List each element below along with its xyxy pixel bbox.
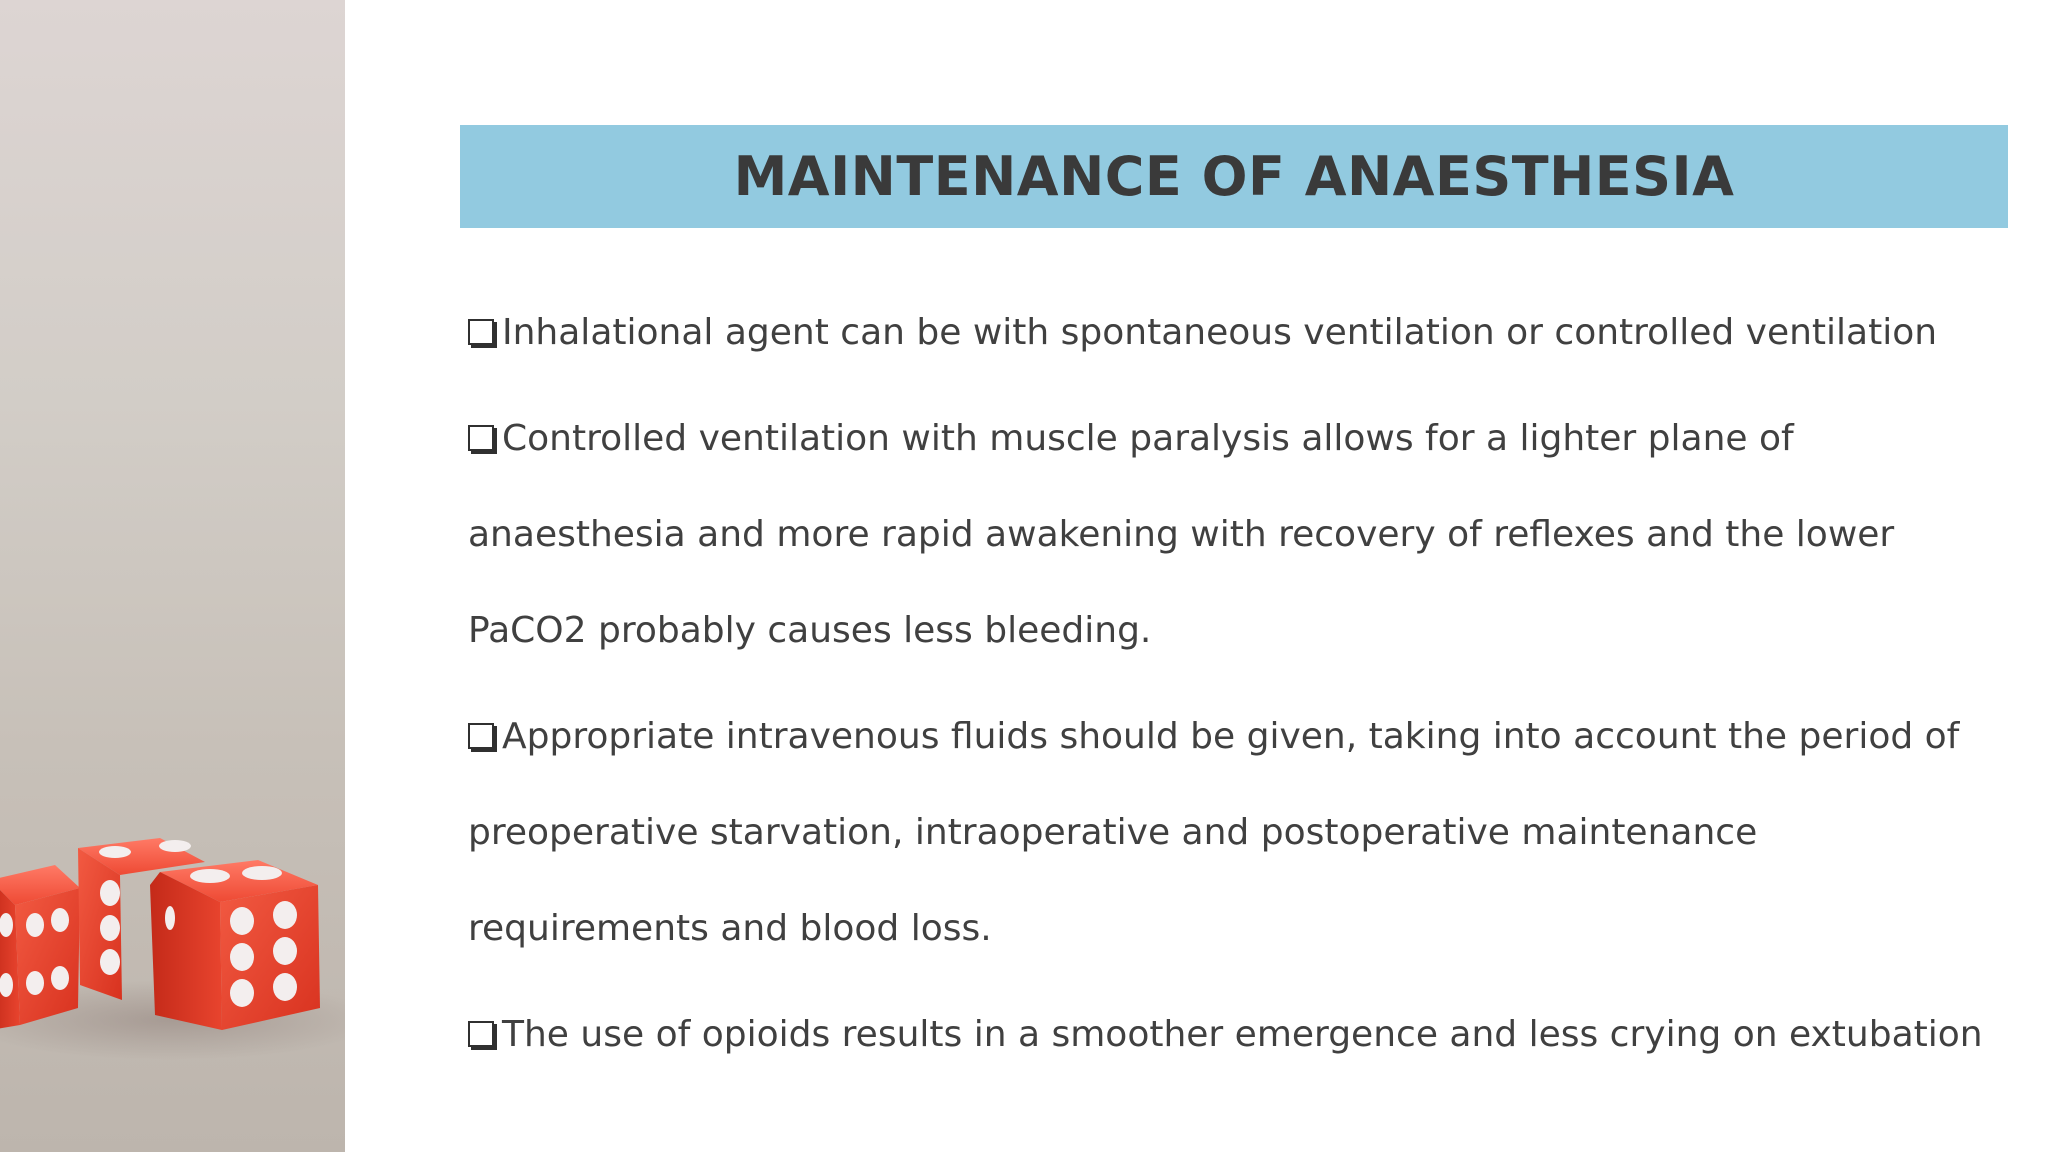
bullet-text: Appropriate intravenous fluids should be given, taking into account the period of preoperative starvation, intraoperative and postoperative maintenance requirements and blood loss. xyxy=(468,716,1960,949)
bullet-item xyxy=(468,987,2008,1083)
die-front xyxy=(150,860,320,1030)
slide-title: MAINTENANCE OF ANAESTHESIA xyxy=(733,145,1735,208)
checkbox-bullet-icon xyxy=(468,723,494,749)
die-left xyxy=(0,865,80,1030)
red-dice-icon xyxy=(0,0,345,1152)
checkbox-bullet-icon xyxy=(468,425,494,451)
checkbox-bullet-icon xyxy=(468,1021,494,1047)
title-bar xyxy=(460,125,2008,228)
bullet-text: The use of opioids results in a smoother emergence and less crying on extubation xyxy=(502,1014,1983,1055)
bullet-item xyxy=(468,391,2008,679)
bullet-text: Controlled ventilation with muscle paralysis allows for a lighter plane of anaesthesia and more rapid awakening with recovery of reflexes and the lower PaCO2 probably causes less bleeding. xyxy=(468,418,1895,651)
slide-content xyxy=(468,285,2008,1093)
bullet-item xyxy=(468,285,2008,381)
bullet-text: Inhalational agent can be with spontaneous ventilation or controlled ventilation xyxy=(502,312,1938,353)
checkbox-bullet-icon xyxy=(468,319,494,345)
dice-photo-panel xyxy=(0,0,345,1152)
bullet-item xyxy=(468,689,2008,977)
